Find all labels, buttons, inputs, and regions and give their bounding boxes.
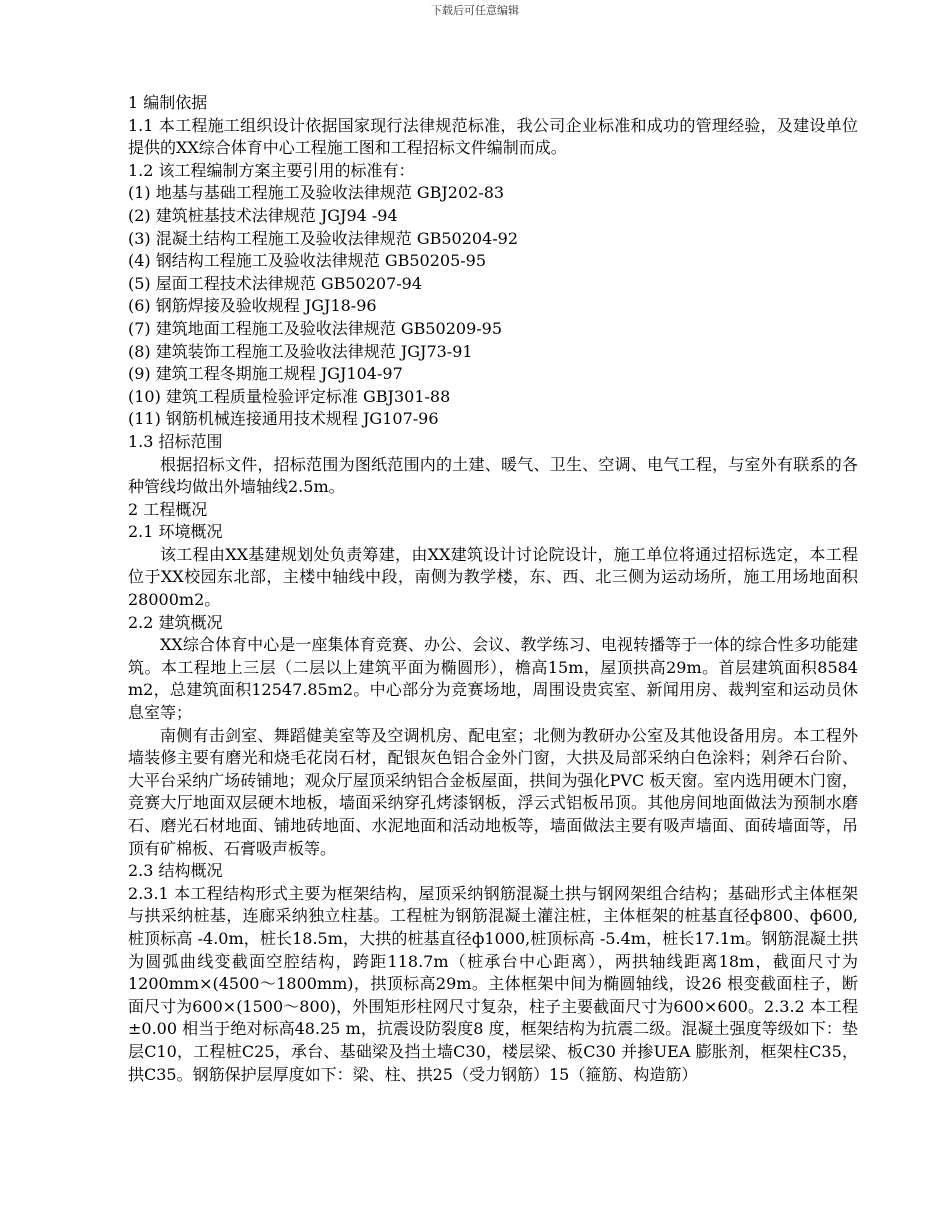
paragraph: 根据招标文件，招标范围为图纸范围内的土建、暖气、卫生、空调、电气工程，与室外有联系的各种管线均做出外墙轴线2.5m。 [128, 454, 858, 497]
paragraph: (5) 屋面工程技术法律规范 GB50207-94 [128, 273, 423, 293]
paragraph: (11) 钢筋机械连接通用技术规程 JG107-96 [128, 409, 439, 429]
paragraph: (1) 地基与基础工程施工及验收法律规范 GBJ202-83 [128, 183, 505, 203]
paragraph: 2.3 结构概况 [128, 861, 223, 881]
paragraph: (2) 建筑桩基技术法律规范 JGJ94 -94 [128, 205, 398, 225]
paragraph: (8) 建筑装饰工程施工及验收法律规范 JGJ73-91 [128, 341, 473, 361]
document-body [128, 92, 858, 1086]
paragraph: 2.2 建筑概况 [128, 612, 223, 632]
paragraph: (10) 建筑工程质量检验评定标准 GBJ301-88 [128, 386, 451, 406]
paragraph: XX综合体育中心是一座集体育竞赛、办公、会议、教学练习、电视转播等于一体的综合性多功能建筑。本工程地上三层（二层以上建筑平面为椭圆形），檐高15m，屋顶拱高29m。首层建筑面积8584 m2，总建筑面积12547.85m2。中心部分为竞赛场地，周围设贵宾室、新闻用房、裁判室和运动员休息室等； [128, 635, 858, 723]
paragraph: 该工程由XX基建规划处负责筹建，由XX建筑设计讨论院设计，施工单位将通过招标选定，本工程位于XX校园东北部，主楼中轴线中段，南侧为教学楼，东、西、北三侧为运动场所，施工用场地面积28000m2。 [128, 544, 858, 610]
paragraph: 1.3 招标范围 [128, 431, 223, 451]
paragraph: (9) 建筑工程冬期施工规程 JGJ104-97 [128, 364, 403, 384]
paragraph: 南侧有击剑室、舞蹈健美室等及空调机房、配电室；北侧为教研办公室及其他设备用房。本工程外墙装修主要有磨光和烧毛花岗石材，配银灰色铝合金外门窗，大拱及局部采纳白色涂料；剁斧石台阶、大平台采纳广场砖铺地；观众厅屋顶采纳铝合金板屋面，拱间为强化PVC 板天窗。室内选用硬木门窗，竞赛大厅地面双层硬木地板，墙面采纳穿孔烤漆钢板，浮云式铝板吊顶。其他房间地面做法为预制水磨石、磨光石材地面、铺地砖地面、水泥地面和活动地板等，墙面做法主要有吸声墙面、面砖墙面等，吊顶有矿棉板、石膏吸声板等。 [128, 725, 858, 858]
paragraph: 1.2 该工程编制方案主要引用的标准有： [128, 160, 415, 180]
paragraph: 2.1 环境概况 [128, 522, 223, 542]
paragraph: 1.1 本工程施工组织设计依据国家现行法律规范标准，我公司企业标准和成功的管理经验，及建设单位提供的XX综合体育中心工程施工图和工程招标文件编制而成。 [128, 115, 858, 158]
paragraph: (4) 钢结构工程施工及验收法律规范 GB50205-95 [128, 251, 487, 271]
paragraph: 1 编制依据 [128, 93, 208, 112]
page-header-note: 下载后可任意编辑 [431, 4, 519, 17]
paragraph: 2.3.1 本工程结构形式主要为框架结构，屋顶采纳钢筋混凝土拱与钢网架组合结构；基础形式主体框架与拱采纳桩基，连廊采纳独立柱基。工程桩为钢筋混凝土灌注桩，主体框架的桩基直径ф800、ф600,桩顶标高 -4.0m，桩长18.5m，大拱的桩基直径ф1000,桩顶标高 -5.4m，桩长17.1m。钢筋混凝土拱为圆弧曲线变截面空腔结构，跨距118.7m（桩承台中心距离），两拱轴线距离18m，截面尺寸为1200mm×(4500～1800mm)，拱顶标高29m。主体框架中间为椭圆轴线，设26 根变截面柱子，断面尺寸为600×(1500～800)，外围矩形柱网尺寸复杂，柱子主要截面尺寸为600×600。2.3.2 本工程±0.00 相当于绝对标高48.25 m，抗震设防裂度8 度，框架结构为抗震二级。混凝土强度等级如下：垫层C10，工程桩C25，承台、基础梁及挡土墙C30，楼层梁、板C30 并掺UEA 膨胀剂，框架柱C35，拱C35。钢筋保护层厚度如下：梁、柱、拱25（受力钢筋）15（箍筋、构造筋） [128, 883, 858, 1084]
paragraph: (6) 钢筋焊接及验收规程 JGJ18-96 [128, 296, 377, 316]
paragraph: (3) 混凝土结构工程施工及验收法律规范 GB50204-92 [128, 228, 519, 248]
paragraph: (7) 建筑地面工程施工及验收法律规范 GB50209-95 [128, 318, 503, 338]
paragraph: 2 工程概况 [128, 499, 208, 519]
